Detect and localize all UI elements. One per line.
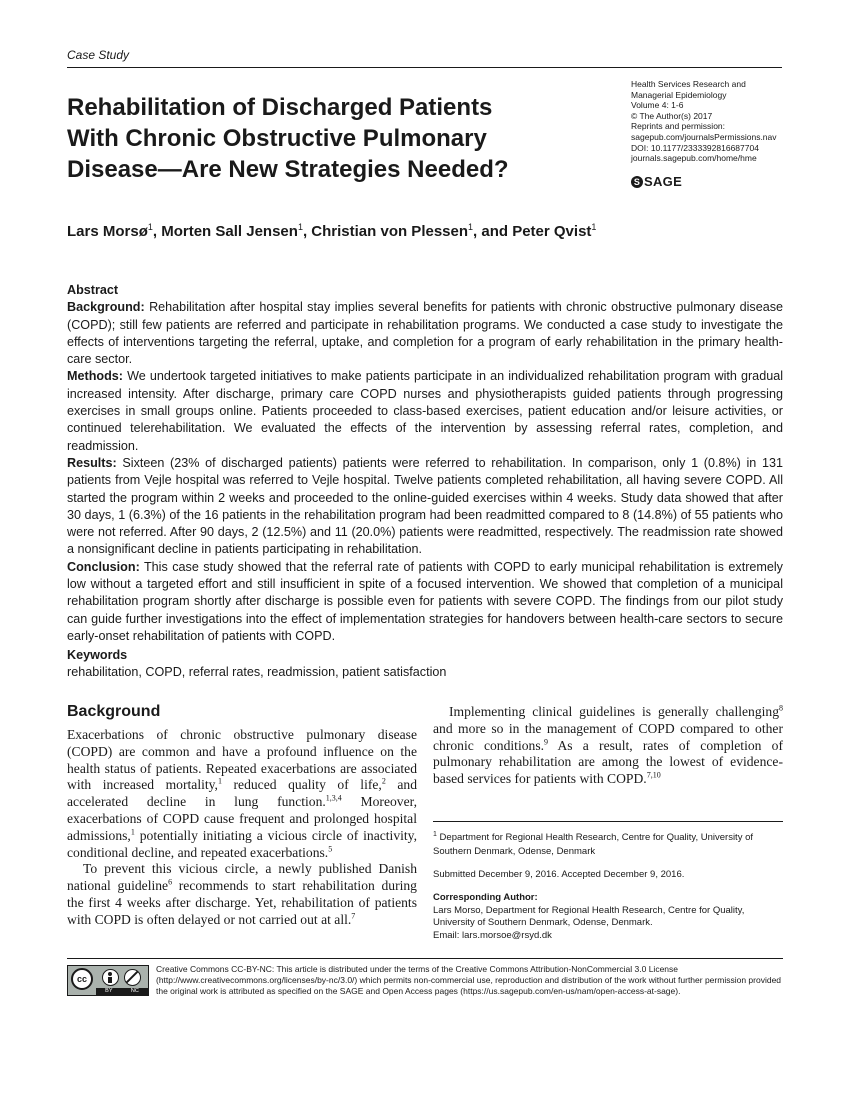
body-paragraph [433, 704, 783, 788]
body-left-column [67, 703, 417, 929]
citation-ref[interactable]: 8 [779, 703, 783, 713]
author-separator: , [152, 223, 162, 240]
paragraph-text: Implementing clinical guidelines is generally challenging [449, 704, 779, 719]
paragraph-text: reduced quality of life, [221, 777, 382, 793]
abstract-section-label: Methods: [67, 369, 123, 384]
citation-ref[interactable]: 6 [168, 877, 173, 887]
title-line-2: With Chronic Obstructive Pulmonary [67, 125, 487, 152]
author-separator: , [302, 223, 312, 240]
abstract-heading: Abstract [67, 283, 119, 297]
submission-dates: Submitted December 9, 2016. Accepted December 9, 2016. [433, 869, 685, 880]
paragraph-text: and accelerated decline in lung function. [67, 777, 418, 810]
section-label: Case Study [67, 48, 130, 62]
affiliation-mark: 1 [433, 831, 437, 838]
author-name: Christian von Plessen [311, 223, 469, 240]
corresponding-author [433, 892, 785, 943]
article-title [67, 92, 587, 185]
paragraph-text: As a result, rates of completion of pulmonary rehabilitation are among the lowest of evidence-based services for patients with COPD. [433, 737, 783, 787]
license-text: Creative Commons CC-BY-NC: This article is distributed under the terms of the Creative Commons Attribution-NonCommercial 3.0 License (http://www.creativecommons.org/licenses/by-nc/3.0/) which permits non-commercial use, reproduction and distribution of the work without further permission provided the original work is attributed as specified on the SAGE and Open Access pages (https://us.sagepub.com/en-us/nam/open-access-at-sage). [156, 964, 782, 997]
journal-line: © The Author(s) 2017 [631, 110, 713, 121]
journal-line: Managerial Epidemiology [631, 89, 727, 100]
citation-ref[interactable]: 7 [351, 911, 356, 921]
author-name: Peter Qvist [512, 223, 592, 240]
keywords-heading: Keywords [67, 648, 128, 662]
sage-logo-text: SAGE [644, 174, 683, 189]
citation-ref[interactable]: 1 [130, 827, 135, 837]
citation-ref[interactable]: 2 [381, 776, 386, 786]
badge-by-label: BY [105, 988, 113, 994]
citation-ref[interactable]: 5 [328, 844, 333, 854]
affiliation-text: Department for Regional Health Research, Centre for Quality, University of Southern Denmark, Odense, Denmark [433, 832, 754, 857]
keywords-list: rehabilitation, COPD, referral rates, readmission, patient satisfaction [67, 665, 447, 680]
paragraph-text: Exacerbations of chronic obstructive pulmonary disease (COPD) are common and have a profound influence on the health status of patients. Repeated exacerbations are associated with increased mortality, [67, 727, 417, 793]
abstract-section-label: Conclusion: [67, 559, 140, 574]
journal-homepage-link[interactable]: journals.sagepub.com/home/hme [631, 153, 757, 164]
badge-nc-label: NC [130, 988, 139, 994]
abstract [67, 282, 783, 645]
body-paragraph [67, 727, 417, 861]
journal-line: Health Services Research and [631, 79, 746, 89]
license-divider [67, 958, 783, 959]
abstract-results [67, 455, 783, 559]
citation-ref[interactable]: 1,3,4 [325, 793, 342, 803]
body-paragraph [67, 861, 417, 928]
abstract-section-text: This case study showed that the referral rate of patients with COPD to early municipal rehabilitation is extremely low without a targeted effort and still insufficient in spite of a focused intervention. We showed that completion of a municipal rehabilitation program shortly after discharge is possible even for patients with severe COPD. The findings from our pilot study can guide further investigations into the effect of implementation strategies for handovers between health-care sectors to secure early-onset rehabilitation of patients with COPD. [67, 559, 783, 643]
header-divider [67, 67, 782, 68]
author-separator: , and [473, 223, 513, 240]
affiliation-footnote [433, 828, 785, 858]
corresponding-text: Lars Morso, Department for Regional Health Research, Centre for Quality, University of Southern Denmark, Odense, Denmark. [433, 904, 745, 929]
badge-strip [96, 988, 148, 995]
abstract-section-text: Rehabilitation after hospital stay implies several benefits for patients with chronic obstructive pulmonary disease (COPD); still few patients are referred and participate in rehabilitation programs. We conducted a case study to investigate the effects of interventions targeting the referral, uptake, and completion for a program of early rehabilitation in the primary health-care sector. [67, 300, 784, 367]
paragraph-text: and more so in the management of COPD compared to other chronic conditions. [433, 720, 783, 753]
citation-ref[interactable]: 1 [217, 776, 222, 786]
abstract-section-label: Results: [67, 455, 117, 470]
affiliation-mark: 1 [591, 222, 597, 232]
citation-ref[interactable]: 7,10 [646, 770, 661, 780]
footnote-divider [433, 821, 783, 822]
affiliation-mark: 1 [147, 222, 153, 232]
creative-commons-icon: cc [71, 968, 93, 990]
abstract-section-label: Background: [67, 300, 145, 315]
affiliation-mark: 1 [297, 222, 303, 232]
abstract-background [67, 299, 783, 368]
keywords [67, 647, 783, 682]
abstract-section-text: Sixteen (23% of discharged patients) patients were referred to rehabilitation. In comparison, only 1 (0.8%) in 131 patients from Vejle hospital was referred to Vejle hospital. Twelve patients completed rehabilitation, all having severe COPD. All started the program within 2 weeks and proceeded to the online-guided exercises within 4 weeks. Study data showed that after 30 days, 1 (6.3%) of the 16 patients in the rehabilitation program had been readmitted compared to 8 (14.8%) of 55 patients who were not referred. After 90 days, 2 (12.5%) and 11 (20.0%) patients were readmitted, respectively. The readmission rate showed a nonsignificant decline in patients participating in rehabilitation. [67, 455, 784, 557]
sage-logo [631, 174, 682, 189]
cc-by-nc-badge[interactable] [67, 965, 149, 996]
author-name: Morten Sall Jensen [161, 223, 298, 240]
body-right-column [433, 704, 783, 788]
title-line-1: Rehabilitation of Discharged Patients [67, 94, 493, 121]
abstract-section-text: We undertook targeted initiatives to make patients participate in an individualized rehabilitation program with gradual increased intensity. After discharge, primary care COPD nurses and physiotherapists guided patients through progressing exercises in small groups online. Patients proceeded to class-based exercises, patient education and/or leisure activities, or continued telerehabilitation. We evaluated the effects of the intervention by assessing referral rates, completion, and readmission. [67, 369, 784, 453]
sage-mark-icon: S [631, 176, 643, 188]
author-name: Lars Morsø [67, 223, 148, 240]
citation-ref[interactable]: 9 [544, 737, 549, 747]
background-heading: Background [67, 703, 161, 720]
journal-info [631, 79, 791, 164]
paragraph-text: potentially initiating a vicious circle of inactivity, conditional decline, and repeated exacerbations. [67, 827, 417, 860]
noncommercial-icon [124, 969, 141, 986]
paragraph-text: To prevent this vicious circle, a newly published Danish national guideline [67, 861, 417, 894]
abstract-conclusion [67, 559, 783, 645]
email-link[interactable]: Email: lars.morsoe@rsyd.dk [433, 930, 552, 942]
journal-line: Reprints and permission: [631, 121, 726, 132]
attribution-icon [102, 969, 119, 986]
paragraph-text: Moreover, exacerbations of COPD cause frequent and prolonged hospital admissions, [67, 794, 417, 843]
journal-line: Volume 4: 1-6 [631, 100, 684, 111]
paragraph-text: recommends to start rehabilitation during the first 4 weeks after discharge. Yet, rehabilitation of patients with COPD is often delayed or not carried out at all. [67, 878, 417, 927]
abstract-methods [67, 368, 783, 454]
doi-link[interactable]: DOI: 10.1177/2333392816687704 [631, 142, 759, 153]
affiliation-mark: 1 [468, 222, 474, 232]
title-line-3: Disease—Are New Strategies Needed? [67, 156, 509, 183]
journal-line[interactable]: sagepub.com/journalsPermissions.nav [631, 131, 777, 142]
corresponding-label: Corresponding Author: [433, 892, 538, 903]
author-list [67, 222, 596, 240]
